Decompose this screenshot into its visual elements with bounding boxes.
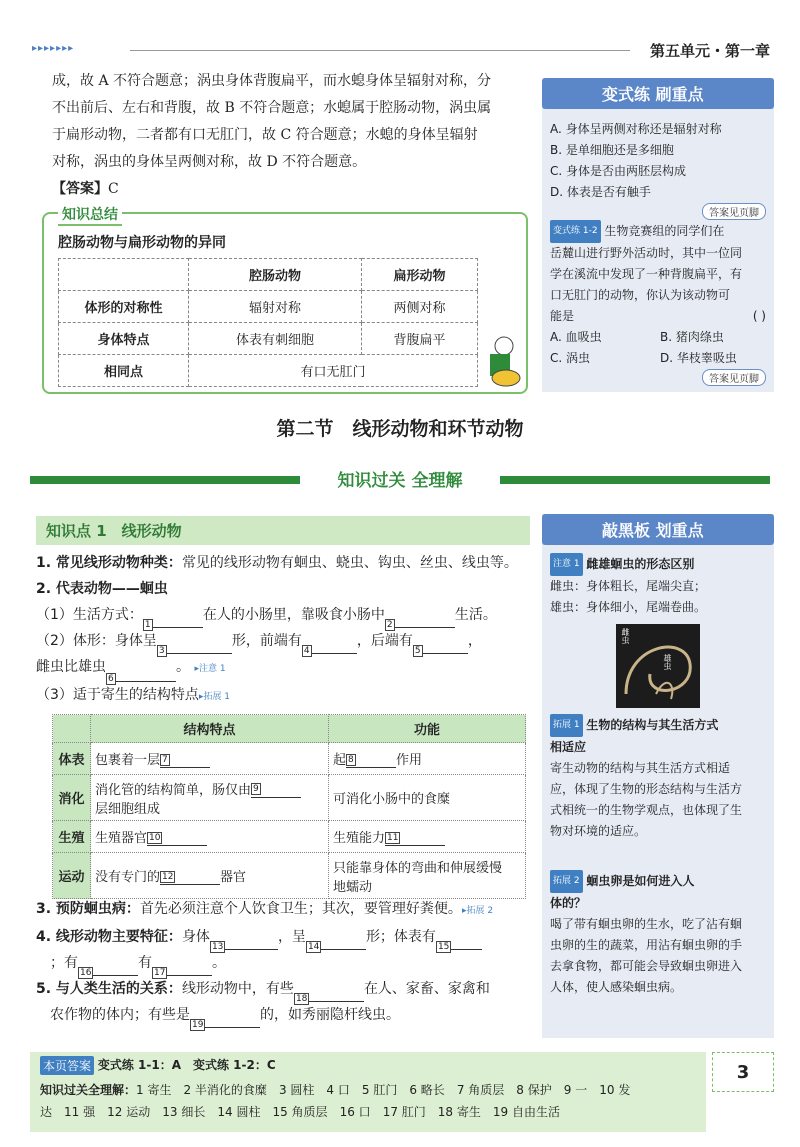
item-label: 4. 线形动物主要特征： xyxy=(36,929,182,945)
text: 地蠕动 xyxy=(332,879,372,895)
image-label: 雄虫 xyxy=(663,654,672,670)
extension-title: 蛔虫卵是如何进入人 xyxy=(586,874,695,888)
answer-item: 10 发 xyxy=(599,1083,631,1097)
text: 层细胞组成 xyxy=(95,801,161,817)
blank-4[interactable]: 4 xyxy=(302,638,357,654)
answer-line: 【答案】C xyxy=(52,181,119,197)
note-title: 雌雄蛔虫的形态区别 xyxy=(586,557,695,571)
text: 在人、家畜、家禽和 xyxy=(363,981,490,997)
text: （2）体形：身体呈 xyxy=(36,633,157,649)
answer-item: 4 口 xyxy=(326,1083,350,1097)
item-text: 常见的线形动物有蛔虫、蛲虫、钩虫、丝虫、线虫等。 xyxy=(181,555,518,571)
footer-tag: 本页答案 xyxy=(40,1056,94,1075)
text: 包裹着一层 xyxy=(95,753,161,768)
extension-text: 物对环境的适应。 xyxy=(550,824,647,838)
blank-2[interactable]: 2 xyxy=(385,612,455,628)
option: C. 身体是否由两胚层构成 xyxy=(550,164,687,178)
item-label: 5. 与人类生活的关系： xyxy=(36,981,182,997)
row-head: 身体特点 xyxy=(59,323,189,355)
blank-12[interactable]: 12 xyxy=(160,869,220,885)
item-text: 首先必须注意个人饮食卫生；其次，要管理好粪便。 xyxy=(139,901,462,917)
answer-item: 14 圆柱 xyxy=(217,1105,261,1119)
chapter-title: 第五单元・第一章 xyxy=(649,42,770,60)
text: 在人的小肠里，靠吸食小肠中 xyxy=(202,607,385,623)
extension-title: 生物的结构与其生活方式 xyxy=(586,718,719,732)
blank-13[interactable]: 13 xyxy=(210,934,278,950)
text: 消化管的结构简单，肠仅由 xyxy=(95,782,252,798)
answer-item: 11 强 xyxy=(64,1105,96,1119)
blank-18[interactable]: 18 xyxy=(294,986,364,1002)
footer-line: 变式练 1-1：A 变式练 1-2：C xyxy=(97,1058,276,1072)
analysis-line: 成，故 A 不符合题意；涡虫身体背腹扁平，而水螅身体呈辐射对称，分 xyxy=(52,73,492,89)
col-head: 结构特点 xyxy=(91,715,329,743)
image-label: 雌虫 xyxy=(621,628,630,644)
answer-item: 9 一 xyxy=(563,1083,588,1097)
blank-8[interactable]: 8 xyxy=(346,752,396,768)
blank-7[interactable]: 7 xyxy=(160,752,210,768)
col-head: 功能 xyxy=(328,715,525,743)
text: ，后端有 xyxy=(356,633,413,649)
text: 生殖器官 xyxy=(95,831,148,846)
blank-10[interactable]: 10 xyxy=(147,830,207,846)
text: （3）适于寄生的结构特点 xyxy=(36,687,199,703)
answer-item: 15 角质层 xyxy=(272,1105,328,1119)
text: ， xyxy=(467,633,482,649)
side-panel-notes xyxy=(542,514,774,1038)
question-text: 生物竞赛组的同学们在 xyxy=(604,224,725,238)
answer-item: 6 略长 xyxy=(409,1083,445,1097)
col-head: 扁形动物 xyxy=(361,259,477,291)
option: A. 血吸虫 xyxy=(550,330,602,344)
side-panel-practice xyxy=(542,78,774,392)
text: ；有 xyxy=(50,955,78,971)
answer-item: 5 肛门 xyxy=(361,1083,398,1097)
extension-text: 去拿食物，都可能会导致蛔虫卵进入 xyxy=(550,959,743,973)
blank-11[interactable]: 11 xyxy=(385,830,445,846)
text: 农作物的体内；有些是 xyxy=(50,1007,190,1023)
option: C. 涡虫 xyxy=(550,351,591,365)
blank-3[interactable]: 3 xyxy=(157,638,232,654)
item-label: 3. 预防蛔虫病： xyxy=(36,901,140,917)
option: D. 体表是否有触手 xyxy=(550,185,651,199)
header-dots: ▸▸▸▸▸▸▸ xyxy=(32,43,75,54)
answer-item: 7 角质层 xyxy=(456,1083,505,1097)
mascot-icon xyxy=(484,334,524,388)
row-head: 体形的对称性 xyxy=(59,291,189,323)
structure-table xyxy=(52,714,526,899)
note-link[interactable]: ▸注意 1 xyxy=(194,664,226,674)
option: B. 猪肉绦虫 xyxy=(660,330,724,344)
row-head: 体表 xyxy=(53,743,91,775)
text: 生活。 xyxy=(454,607,497,623)
side-head: 敲黑板 划重点 xyxy=(542,514,774,545)
text: 生殖能力 xyxy=(332,831,385,846)
extension-text: 人体，使人感染蛔虫病。 xyxy=(550,980,683,994)
page-number: 3 xyxy=(712,1052,774,1092)
text: 没有专门的 xyxy=(95,870,161,885)
answer-item: 18 寄生 xyxy=(437,1105,481,1119)
text: 形；体表有 xyxy=(365,929,436,945)
extension-tag: 拓展 1 xyxy=(550,714,583,737)
text: 身体 xyxy=(181,929,210,945)
knowledge-point-title: 知识点 1 线形动物 xyxy=(36,516,530,545)
answer-item: 12 运动 xyxy=(107,1105,151,1119)
cell: 两侧对称 xyxy=(361,291,477,323)
text: 形，前端有 xyxy=(231,633,302,649)
summary-tag: 知识总结 xyxy=(58,204,122,226)
extension-text: 应，体现了生物的形态结构与生活方 xyxy=(550,782,743,796)
blank-9[interactable]: 9 xyxy=(251,782,301,798)
side-head: 变式练 刷重点 xyxy=(542,78,774,109)
extension-link[interactable]: ▸拓展 2 xyxy=(461,906,494,916)
extension-tag: 拓展 2 xyxy=(550,870,583,893)
blank-15[interactable]: 15 xyxy=(436,934,482,950)
row-head: 生殖 xyxy=(53,821,91,853)
header-rule xyxy=(130,50,630,51)
summary-title: 腔肠动物与扁形动物的异同 xyxy=(58,235,226,251)
text: 器官 xyxy=(220,870,247,885)
answer-item: 19 自由生活 xyxy=(492,1105,560,1119)
answer-item: 1 寄生 xyxy=(136,1083,172,1097)
answer-button[interactable]: 答案见页脚 xyxy=(702,369,766,386)
answer-item: 13 细长 xyxy=(162,1105,206,1119)
blank-5[interactable]: 5 xyxy=(413,638,468,654)
row-head: 运动 xyxy=(53,853,91,899)
cell: 体表有刺细胞 xyxy=(189,323,362,355)
question-text: 岳麓山进行野外活动时，其中一位同 xyxy=(550,246,743,260)
row-head: 消化 xyxy=(53,775,91,821)
note-text: 雌虫：身体粗长，尾端尖直； xyxy=(550,579,707,593)
answer-item: 2 半消化的食糜 xyxy=(183,1083,267,1097)
option: B. 是单细胞还是多细胞 xyxy=(550,143,674,157)
text: 作用 xyxy=(395,753,422,768)
roundworm-image xyxy=(616,624,700,708)
text: （1）生活方式： xyxy=(36,607,143,623)
text: 只能靠身体的弯曲和伸展缓慢 xyxy=(332,860,502,876)
blank-6[interactable]: 6 xyxy=(106,666,176,682)
answer-item: 17 肛门 xyxy=(382,1105,426,1119)
extension-title: 相适应 xyxy=(550,740,587,754)
text: 的，如秀丽隐杆线虫。 xyxy=(260,1007,400,1023)
answer-item: 达 xyxy=(40,1105,53,1119)
text: 起 xyxy=(332,753,346,768)
option: A. 身体呈两侧对称还是辐射对称 xyxy=(550,122,722,136)
question-text: 能是 xyxy=(550,309,575,323)
section-title: 第二节 线形动物和环节动物 xyxy=(276,418,524,440)
item-label: 1. 常见线形动物种类： xyxy=(36,555,182,571)
summary-table xyxy=(58,258,478,387)
answer-item: 8 保护 xyxy=(516,1083,552,1097)
extension-link[interactable]: ▸拓展 1 xyxy=(198,692,231,702)
banner-title: 知识过关 全理解 xyxy=(300,466,500,491)
text: 。 xyxy=(212,955,226,971)
summary-box xyxy=(42,207,528,394)
extension-text: 式相统一的生物学观点，也体现了生 xyxy=(550,803,743,817)
answer-button[interactable]: 答案见页脚 xyxy=(702,203,766,220)
row-head: 相同点 xyxy=(59,355,189,387)
text: 雌虫比雄虫 xyxy=(36,659,106,675)
note-text: 雄虫：身体细小，尾端卷曲。 xyxy=(550,600,707,614)
answer-item: 16 口 xyxy=(339,1105,371,1119)
note-tag: 注意 1 xyxy=(550,553,583,576)
extension-text: 喝了带有蛔虫卵的生水，吃了沾有蛔 xyxy=(550,917,743,931)
answer-paren: ( ) xyxy=(752,309,766,323)
analysis-line: 不出前后、左右和背腹，故 B 不符合题意；水螅属于腔肠动物，涡虫属 xyxy=(52,100,492,116)
blank-19[interactable]: 19 xyxy=(190,1012,260,1028)
blank-1[interactable]: 1 xyxy=(143,612,203,628)
question-text: 学在溪流中发现了一种背腹扁平，有 xyxy=(550,267,743,281)
blank-16[interactable]: 16 xyxy=(78,960,138,976)
analysis-block xyxy=(52,68,532,203)
footer-answers xyxy=(30,1052,706,1132)
analysis-line: 对称，涡虫的身体呈两侧对称，故 D 不符合题意。 xyxy=(52,154,367,170)
cell: 可消化小肠中的食糜 xyxy=(328,775,525,821)
answer-item: 3 圆柱 xyxy=(278,1083,315,1097)
text: ，呈 xyxy=(277,929,306,945)
main-content xyxy=(36,550,530,710)
blank-17[interactable]: 17 xyxy=(152,960,212,976)
col-head: 腔肠动物 xyxy=(189,259,362,291)
cell: 有口无肛门 xyxy=(189,355,478,387)
extension-text: 虫卵的生的蔬菜，用沾有蛔虫卵的手 xyxy=(550,938,743,952)
analysis-line: 于扁形动物，二者都有口无肛门，故 C 符合题意；水螅的身体呈辐射 xyxy=(52,127,478,143)
question-text: 口无肛门的动物，你认为该动物可 xyxy=(550,288,731,302)
text: 。 xyxy=(176,659,190,675)
footer-label: 知识过关全理解： xyxy=(40,1083,137,1097)
item-label: 2. 代表动物——蛔虫 xyxy=(36,581,168,597)
text: 有 xyxy=(138,955,152,971)
blank-14[interactable]: 14 xyxy=(306,934,366,950)
main-content-2 xyxy=(36,896,530,1028)
cell: 背腹扁平 xyxy=(361,323,477,355)
question-tag: 变式练 1-2 xyxy=(550,220,601,243)
option: D. 华枝睾吸虫 xyxy=(660,351,737,365)
extension-text: 寄生动物的结构与其生活方式相适 xyxy=(550,761,731,775)
text: 线形动物中，有些 xyxy=(181,981,294,997)
cell: 辐射对称 xyxy=(189,291,362,323)
extension-title: 体的？ xyxy=(550,896,587,910)
